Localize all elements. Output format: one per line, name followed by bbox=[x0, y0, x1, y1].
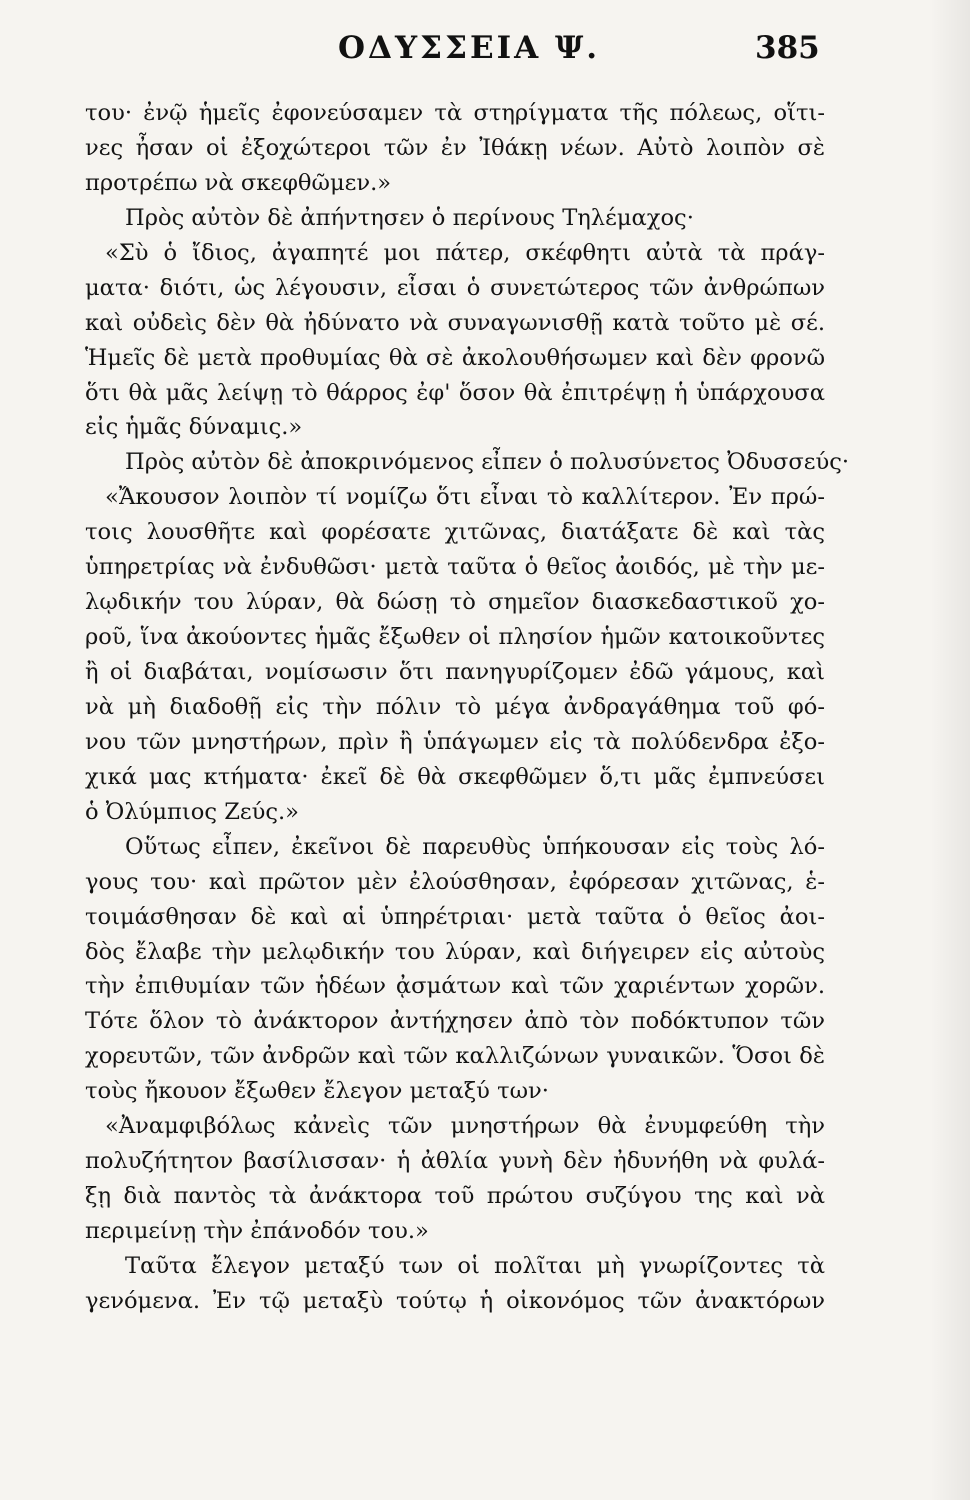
page-header bbox=[0, 30, 970, 74]
text-line: πολυζήτητον βασίλισσαν· ἡ ἀθλία γυνὴ δὲν ἠδυνήθη νὰ φυλά- bbox=[85, 1148, 825, 1175]
text-line: Ἡμεῖς δὲ μετὰ προθυμίας θὰ σὲ ἀκολουθήσωμεν καὶ δὲν φρονῶ bbox=[85, 344, 825, 371]
page-number: 385 bbox=[755, 30, 820, 66]
text-line: Πρὸς αὐτὸν δὲ ἀπήντησεν ὁ περίνους Τηλέμαχος· bbox=[125, 204, 694, 231]
text-line: Πρὸς αὐτὸν δὲ ἀποκρινόμενος εἶπεν ὁ πολυσύνετος Ὀδυσσεύς· bbox=[125, 449, 850, 476]
text-line: τοὺς ἤκουον ἔξωθεν ἔλεγον μεταξύ των· bbox=[85, 1078, 549, 1105]
text-line: τοιμάσθησαν δὲ καὶ αἱ ὑπηρέτριαι· μετὰ ταῦτα ὁ θεῖος ἀοι- bbox=[85, 903, 825, 930]
page-edge-shadow bbox=[930, 0, 970, 1500]
body-text bbox=[85, 96, 850, 1319]
text-line: εἰς ἡμᾶς δύναμις.» bbox=[85, 414, 303, 441]
text-line: του· ἐνῷ ἡμεῖς ἐφονεύσαμεν τὰ στηρίγματα τῆς πόλεως, οἵτι- bbox=[85, 100, 825, 126]
text-line: χορευτῶν, τῶν ἀνδρῶν καὶ τῶν καλλιζώνων γυναικῶν. Ὅσοι δὲ bbox=[85, 1043, 825, 1070]
text-line: ὅτι θὰ μᾶς λείψῃ τὸ θάρρος ἐφ' ὅσον θὰ ἐπιτρέψῃ ἡ ὑπάρχουσα bbox=[85, 379, 825, 406]
text-line: περιμείνῃ τὴν ἐπάνοδόν του.» bbox=[85, 1218, 429, 1244]
text-line: γενόμενα. Ἐν τῷ μεταξὺ τούτῳ ἡ οἰκονόμος τῶν ἀνακτόρων bbox=[85, 1287, 825, 1314]
text-line: νες ἦσαν οἱ ἐξοχώτεροι τῶν ἐν Ἰθάκῃ νέων. Αὐτὸ λοιπὸν σὲ bbox=[85, 134, 825, 161]
text-line: Οὕτως εἶπεν, ἐκεῖνοι δὲ παρευθὺς ὑπήκουσαν εἰς τοὺς λό- bbox=[125, 833, 825, 860]
text-line: τὴν ἐπιθυμίαν τῶν ἡδέων ᾀσμάτων καὶ τῶν χαριέντων χορῶν. bbox=[85, 973, 825, 1000]
text-line: προτρέπω νὰ σκεφθῶμεν.» bbox=[85, 169, 392, 196]
text-line: γους του· καὶ πρῶτον μὲν ἐλούσθησαν, ἐφόρεσαν χιτῶνας, ἑ- bbox=[85, 868, 825, 895]
text-line: ἢ οἱ διαβάται, νομίσωσιν ὅτι πανηγυρίζομεν ἐδῶ γάμους, καὶ bbox=[85, 659, 825, 685]
text-line: ροῦ, ἵνα ἀκούοντες ἡμᾶς ἔξωθεν οἱ πλησίον ἡμῶν κατοικοῦντες bbox=[85, 624, 825, 651]
text-line: ματα· διότι, ὡς λέγουσιν, εἶσαι ὁ συνετώτερος τῶν ἀνθρώπων bbox=[85, 274, 825, 301]
text-line: Τότε ὅλον τὸ ἀνάκτορον ἀντήχησεν ἀπὸ τὸν ποδόκτυπον τῶν bbox=[85, 1008, 825, 1035]
text-line: ξῃ διὰ παντὸς τὰ ἀνάκτορα τοῦ πρώτου συζύγου της καὶ νὰ bbox=[85, 1183, 825, 1210]
text-line: νὰ μὴ διαδοθῇ εἰς τὴν πόλιν τὸ μέγα ἀνδραγάθημα τοῦ φό- bbox=[85, 693, 825, 720]
text-line: χικά μας κτήματα· ἐκεῖ δὲ θὰ σκεφθῶμεν ὅ,τι μᾶς ἐμπνεύσει bbox=[85, 763, 825, 790]
text-line: ὑπηρετρίας νὰ ἐνδυθῶσι· μετὰ ταῦτα ὁ θεῖος ἀοιδός, μὲ τὴν με- bbox=[85, 554, 825, 581]
text-line: τοις λουσθῆτε καὶ φορέσατε χιτῶνας, διατάξατε δὲ καὶ τὰς bbox=[85, 519, 825, 546]
text-line: «Ἄκουσον λοιπὸν τί νομίζω ὅτι εἶναι τὸ καλλίτερον. Ἐν πρώ- bbox=[105, 484, 825, 511]
text-line: ὁ Ὀλύμπιος Ζεύς.» bbox=[85, 798, 299, 825]
text-line: δὸς ἔλαβε τὴν μελῳδικήν του λύραν, καὶ διήγειρεν εἰς αὐτοὺς bbox=[85, 938, 825, 965]
text-line: Ταῦτα ἔλεγον μεταξύ των οἱ πολῖται μὴ γνωρίζοντες τὰ bbox=[125, 1252, 825, 1279]
text-line: νου τῶν μνηστήρων, πρὶν ἢ ὑπάγωμεν εἰς τὰ πολύδενδρα ἐξο- bbox=[85, 728, 825, 755]
text-line: λῳδικήν του λύραν, θὰ δώσῃ τὸ σημεῖον διασκεδαστικοῦ χο- bbox=[85, 589, 825, 616]
text-line: καὶ οὐδεὶς δὲν θὰ ἠδύνατο νὰ συναγωνισθῇ κατὰ τοῦτο μὲ σέ. bbox=[85, 309, 825, 336]
text-line: «Σὺ ὁ ἴδιος, ἀγαπητέ μοι πάτερ, σκέφθητι αὐτὰ τὰ πράγ- bbox=[105, 239, 825, 266]
text-line: «Ἀναμφιβόλως κἀνεὶς τῶν μνηστήρων θὰ ἐνυμφεύθη τὴν bbox=[105, 1113, 825, 1140]
running-title: ΟΔΥΣΣΕΙΑ Ψ. bbox=[338, 30, 601, 66]
